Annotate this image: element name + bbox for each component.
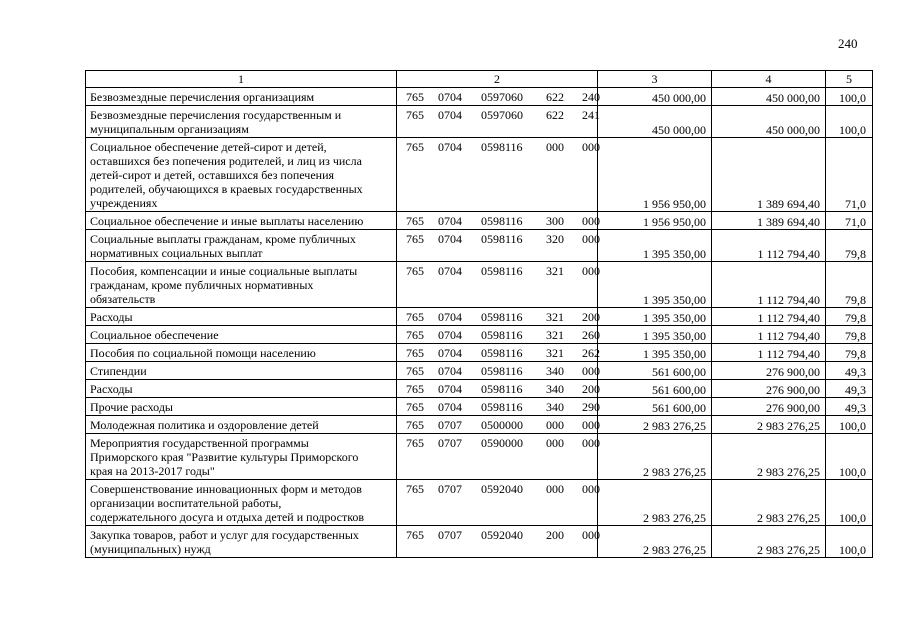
code-part: 200 <box>582 310 600 324</box>
code-part: 765 <box>406 214 424 228</box>
code-part: 0592040 <box>481 482 523 496</box>
code-part: 000 <box>582 482 600 496</box>
row-actual-amount: 2 983 276,25 <box>712 416 826 434</box>
row-planned-amount: 1 395 350,00 <box>598 308 712 326</box>
row-name-cell: Расходы <box>86 308 397 326</box>
row-percent: 79,8 <box>826 308 873 326</box>
code-part: 0500000 <box>481 418 523 432</box>
row-code-cell <box>397 480 598 526</box>
code-part: 000 <box>546 418 564 432</box>
table-row <box>86 308 873 326</box>
code-part: 000 <box>546 436 564 450</box>
row-code-cell <box>397 380 598 398</box>
code-part: 200 <box>546 528 564 542</box>
code-part: 765 <box>406 382 424 396</box>
code-part: 321 <box>546 264 564 278</box>
code-part: 0597060 <box>481 90 523 104</box>
row-actual-amount: 2 983 276,25 <box>712 480 826 526</box>
code-part: 765 <box>406 90 424 104</box>
row-planned-amount: 450 000,00 <box>598 88 712 106</box>
table-row <box>86 362 873 380</box>
row-name-cell: Пособия по социальной помощи населению <box>86 344 397 362</box>
header-cell-4: 4 <box>712 71 826 88</box>
code-part: 0707 <box>438 436 462 450</box>
code-part: 300 <box>546 214 564 228</box>
code-part: 0704 <box>438 214 462 228</box>
row-name-cell: Социальное обеспечение <box>86 326 397 344</box>
code-part: 000 <box>546 140 564 154</box>
code-part: 0598116 <box>481 328 523 342</box>
code-part: 000 <box>582 214 600 228</box>
code-part: 0592040 <box>481 528 523 542</box>
row-percent: 79,8 <box>826 230 873 262</box>
row-actual-amount: 276 900,00 <box>712 380 826 398</box>
row-percent: 100,0 <box>826 416 873 434</box>
table-row <box>86 398 873 416</box>
header-cell-5: 5 <box>826 71 873 88</box>
code-part: 0707 <box>438 418 462 432</box>
row-actual-amount: 1 112 794,40 <box>712 326 826 344</box>
code-part: 000 <box>582 528 600 542</box>
row-name-cell: Мероприятия государственной программы Приморского края "Развитие культуры Приморского края на 2013-2017 годы" <box>86 434 397 480</box>
row-name-cell: Пособия, компенсации и иные социальные выплаты гражданам, кроме публичных нормативных обязательств <box>86 262 397 308</box>
row-percent: 100,0 <box>826 434 873 480</box>
row-planned-amount: 450 000,00 <box>598 106 712 138</box>
row-percent: 71,0 <box>826 138 873 212</box>
table-row <box>86 344 873 362</box>
row-planned-amount: 1 395 350,00 <box>598 230 712 262</box>
header-cell-1: 1 <box>86 71 397 88</box>
row-percent: 79,8 <box>826 344 873 362</box>
code-part: 0598116 <box>481 140 523 154</box>
code-part: 0704 <box>438 382 462 396</box>
row-code-cell <box>397 308 598 326</box>
row-name-cell: Закупка товаров, работ и услуг для государственных (муниципальных) нужд <box>86 526 397 558</box>
row-planned-amount: 2 983 276,25 <box>598 526 712 558</box>
code-part: 0704 <box>438 364 462 378</box>
row-name-cell: Расходы <box>86 380 397 398</box>
code-part: 241 <box>582 108 600 122</box>
code-part: 0597060 <box>481 108 523 122</box>
row-actual-amount: 1 112 794,40 <box>712 344 826 362</box>
header-cell-3: 3 <box>598 71 712 88</box>
code-part: 0704 <box>438 90 462 104</box>
row-planned-amount: 561 600,00 <box>598 380 712 398</box>
table-row <box>86 212 873 230</box>
code-part: 240 <box>582 90 600 104</box>
row-planned-amount: 1 395 350,00 <box>598 326 712 344</box>
code-part: 0704 <box>438 400 462 414</box>
row-actual-amount: 450 000,00 <box>712 106 826 138</box>
table-row <box>86 434 873 480</box>
code-part: 262 <box>582 346 600 360</box>
code-part: 000 <box>582 264 600 278</box>
row-actual-amount: 1 389 694,40 <box>712 138 826 212</box>
code-part: 321 <box>546 346 564 360</box>
row-actual-amount: 450 000,00 <box>712 88 826 106</box>
row-actual-amount: 1 112 794,40 <box>712 230 826 262</box>
row-planned-amount: 561 600,00 <box>598 398 712 416</box>
row-name-cell: Стипендии <box>86 362 397 380</box>
code-part: 200 <box>582 382 600 396</box>
code-part: 765 <box>406 482 424 496</box>
row-code-cell <box>397 212 598 230</box>
row-percent: 49,3 <box>826 398 873 416</box>
code-part: 0704 <box>438 310 462 324</box>
budget-table <box>85 70 873 558</box>
row-planned-amount: 1 956 950,00 <box>598 138 712 212</box>
code-part: 340 <box>546 382 564 396</box>
code-part: 765 <box>406 400 424 414</box>
row-code-cell <box>397 138 598 212</box>
code-part: 340 <box>546 364 564 378</box>
code-part: 765 <box>406 436 424 450</box>
code-part: 0598116 <box>481 310 523 324</box>
table-row <box>86 138 873 212</box>
row-planned-amount: 2 983 276,25 <box>598 416 712 434</box>
table-row <box>86 526 873 558</box>
row-planned-amount: 1 395 350,00 <box>598 262 712 308</box>
table-row <box>86 326 873 344</box>
code-part: 0598116 <box>481 364 523 378</box>
row-code-cell <box>397 398 598 416</box>
code-part: 0598116 <box>481 214 523 228</box>
code-part: 0707 <box>438 482 462 496</box>
code-part: 0704 <box>438 232 462 246</box>
table-row <box>86 262 873 308</box>
code-part: 765 <box>406 418 424 432</box>
table-header-row <box>86 71 873 88</box>
row-actual-amount: 1 112 794,40 <box>712 308 826 326</box>
code-part: 321 <box>546 310 564 324</box>
row-name-cell: Социальное обеспечение детей-сирот и детей, оставшихся без попечения родителей, и лиц из числа детей-сирот и детей, оставшихся без попечения родителей, обучающихся в краевых государственных учреждениях <box>86 138 397 212</box>
code-part: 0704 <box>438 328 462 342</box>
header-cell-2: 2 <box>397 71 598 88</box>
code-part: 765 <box>406 328 424 342</box>
code-part: 0598116 <box>481 382 523 396</box>
table-row <box>86 416 873 434</box>
code-part: 765 <box>406 346 424 360</box>
row-code-cell <box>397 326 598 344</box>
code-part: 622 <box>546 108 564 122</box>
code-part: 0598116 <box>481 400 523 414</box>
code-part: 765 <box>406 232 424 246</box>
row-actual-amount: 1 112 794,40 <box>712 262 826 308</box>
row-name-cell: Прочие расходы <box>86 398 397 416</box>
row-percent: 100,0 <box>826 88 873 106</box>
row-percent: 71,0 <box>826 212 873 230</box>
row-percent: 49,3 <box>826 362 873 380</box>
table-row <box>86 480 873 526</box>
code-part: 0598116 <box>481 264 523 278</box>
row-actual-amount: 1 389 694,40 <box>712 212 826 230</box>
row-percent: 49,3 <box>826 380 873 398</box>
code-part: 320 <box>546 232 564 246</box>
row-code-cell <box>397 416 598 434</box>
row-name-cell: Молодежная политика и оздоровление детей <box>86 416 397 434</box>
row-name-cell: Безвозмездные перечисления организациям <box>86 88 397 106</box>
row-planned-amount: 1 395 350,00 <box>598 344 712 362</box>
row-name-cell: Совершенствование инновационных форм и методов организации воспитательной работы, содержательного досуга и отдыха детей и подростков <box>86 480 397 526</box>
table-row <box>86 380 873 398</box>
code-part: 000 <box>582 364 600 378</box>
code-part: 260 <box>582 328 600 342</box>
code-part: 765 <box>406 108 424 122</box>
code-part: 000 <box>546 482 564 496</box>
row-code-cell <box>397 344 598 362</box>
code-part: 340 <box>546 400 564 414</box>
row-code-cell <box>397 362 598 380</box>
code-part: 321 <box>546 328 564 342</box>
row-percent: 100,0 <box>826 526 873 558</box>
code-part: 0704 <box>438 108 462 122</box>
row-code-cell <box>397 230 598 262</box>
row-name-cell: Социальные выплаты гражданам, кроме публичных нормативных социальных выплат <box>86 230 397 262</box>
code-part: 000 <box>582 232 600 246</box>
page-number: 240 <box>838 36 858 51</box>
row-actual-amount: 276 900,00 <box>712 398 826 416</box>
row-code-cell <box>397 262 598 308</box>
table-row <box>86 230 873 262</box>
row-code-cell <box>397 526 598 558</box>
row-code-cell <box>397 106 598 138</box>
row-percent: 100,0 <box>826 106 873 138</box>
code-part: 290 <box>582 400 600 414</box>
code-part: 0598116 <box>481 232 523 246</box>
row-actual-amount: 2 983 276,25 <box>712 526 826 558</box>
code-part: 0704 <box>438 346 462 360</box>
row-planned-amount: 2 983 276,25 <box>598 434 712 480</box>
row-planned-amount: 2 983 276,25 <box>598 480 712 526</box>
row-planned-amount: 1 956 950,00 <box>598 212 712 230</box>
row-percent: 100,0 <box>826 480 873 526</box>
row-name-cell: Безвозмездные перечисления государственным и муниципальным организациям <box>86 106 397 138</box>
code-part: 000 <box>582 418 600 432</box>
table-row <box>86 88 873 106</box>
code-part: 0590000 <box>481 436 523 450</box>
code-part: 0704 <box>438 264 462 278</box>
code-part: 765 <box>406 264 424 278</box>
code-part: 765 <box>406 310 424 324</box>
code-part: 0598116 <box>481 346 523 360</box>
code-part: 000 <box>582 140 600 154</box>
code-part: 765 <box>406 140 424 154</box>
code-part: 765 <box>406 528 424 542</box>
row-percent: 79,8 <box>826 326 873 344</box>
row-code-cell <box>397 434 598 480</box>
row-actual-amount: 2 983 276,25 <box>712 434 826 480</box>
row-planned-amount: 561 600,00 <box>598 362 712 380</box>
code-part: 765 <box>406 364 424 378</box>
table-row <box>86 106 873 138</box>
code-part: 000 <box>582 436 600 450</box>
code-part: 0704 <box>438 140 462 154</box>
code-part: 0707 <box>438 528 462 542</box>
row-percent: 79,8 <box>826 262 873 308</box>
row-actual-amount: 276 900,00 <box>712 362 826 380</box>
row-code-cell <box>397 88 598 106</box>
row-name-cell: Социальное обеспечение и иные выплаты населению <box>86 212 397 230</box>
code-part: 622 <box>546 90 564 104</box>
